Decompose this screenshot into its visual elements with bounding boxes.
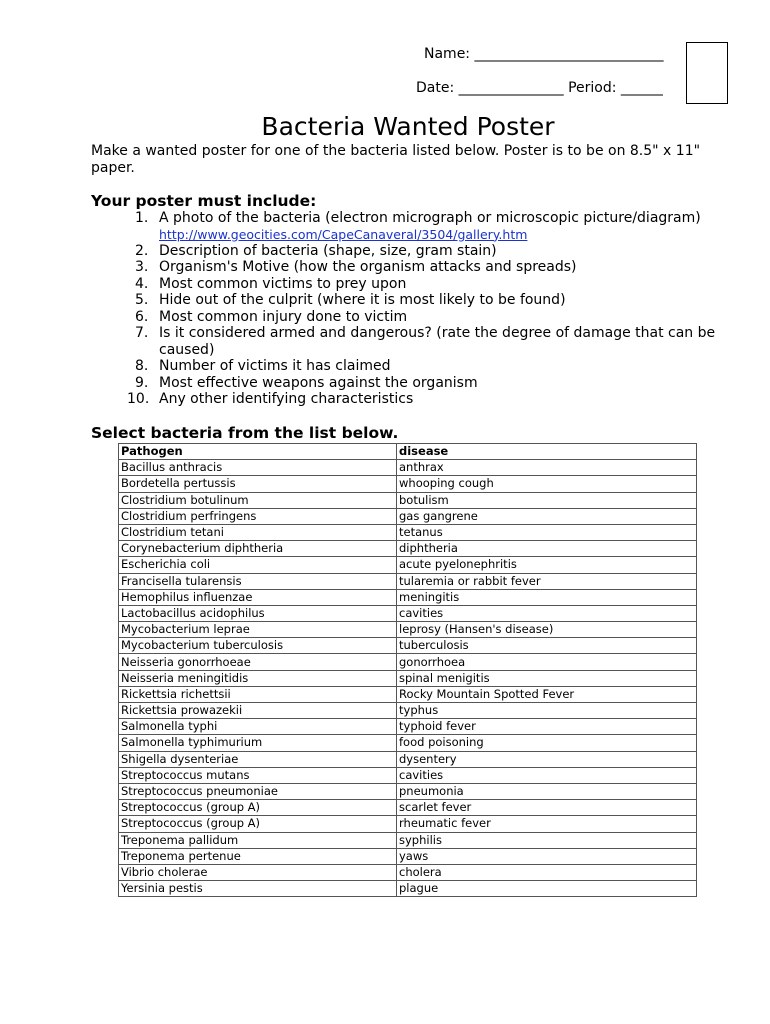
disease-cell: cholera [397, 864, 697, 880]
disease-cell: acute pyelonephritis [397, 557, 697, 573]
item-text: Organism's Motive (how the organism attacks and spreads) [159, 259, 577, 275]
disease-cell: spinal menigitis [397, 670, 697, 686]
disease-cell: Rocky Mountain Spotted Fever [397, 686, 697, 702]
list-item [91, 375, 731, 392]
requirements-list [91, 210, 731, 408]
table-row [119, 492, 697, 508]
pathogen-cell: Streptococcus mutans [119, 767, 397, 783]
list-heading: Select bacteria from the list below. [91, 424, 399, 442]
pathogen-cell: Streptococcus (group A) [119, 800, 397, 816]
pathogen-cell: Neisseria meningitidis [119, 670, 397, 686]
item-text: Number of victims it has claimed [159, 358, 391, 374]
disease-cell: anthrax [397, 460, 697, 476]
item-number: 4. [135, 275, 149, 292]
table-row [119, 735, 697, 751]
table-row [119, 783, 697, 799]
table-row [119, 848, 697, 864]
table-row [119, 589, 697, 605]
corner-box [686, 42, 728, 104]
table-row [119, 767, 697, 783]
item-number: 5. [135, 292, 149, 308]
pathogen-cell: Mycobacterium tuberculosis [119, 638, 397, 654]
disease-cell: cavities [397, 605, 697, 621]
disease-cell: rheumatic fever [397, 816, 697, 832]
table-row [119, 476, 697, 492]
pathogen-cell: Yersinia pestis [119, 881, 397, 897]
disease-cell: plague [397, 881, 697, 897]
table-row [119, 719, 697, 735]
pathogen-cell: Bordetella pertussis [119, 476, 397, 492]
gallery-link[interactable]: http://www.geocities.com/CapeCanaveral/3504/gallery.htm [159, 226, 528, 242]
pathogen-cell: Vibrio cholerae [119, 864, 397, 880]
table-row [119, 670, 697, 686]
pathogen-cell: Streptococcus (group A) [119, 816, 397, 832]
item-number: 9. [135, 374, 149, 391]
item-text: Most common victims to prey upon [159, 275, 407, 292]
disease-cell: syphilis [397, 832, 697, 848]
table-row [119, 832, 697, 848]
disease-cell: meningitis [397, 589, 697, 605]
item-number: 10. [127, 391, 150, 407]
table-row [119, 703, 697, 719]
intro-text: Make a wanted poster for one of the bacteria listed below. Poster is to be on 8.5" x 11" paper. [91, 143, 701, 176]
table-row [119, 524, 697, 540]
pathogen-cell: Escherichia coli [119, 557, 397, 573]
pathogen-cell: Rickettsia richettsii [119, 686, 397, 702]
pathogen-cell: Treponema pallidum [119, 832, 397, 848]
pathogen-cell: Salmonella typhi [119, 719, 397, 735]
list-item [91, 210, 731, 243]
pathogen-cell: Streptococcus pneumoniae [119, 783, 397, 799]
pathogen-cell: Rickettsia prowazekii [119, 703, 397, 719]
column-header-disease: disease [397, 444, 697, 460]
list-item [91, 259, 731, 276]
item-text: Any other identifying characteristics [159, 391, 414, 407]
table-row [119, 751, 697, 767]
list-item [91, 276, 731, 293]
disease-cell: diphtheria [397, 541, 697, 557]
pathogen-table [118, 443, 697, 897]
disease-cell: typhus [397, 703, 697, 719]
disease-cell: whooping cough [397, 476, 697, 492]
pathogen-cell: Lactobacillus acidophilus [119, 605, 397, 621]
list-item [91, 292, 731, 309]
pathogen-cell: Clostridium tetani [119, 524, 397, 540]
item-number: 8. [135, 358, 149, 374]
item-number: 3. [135, 259, 149, 275]
table-row [119, 508, 697, 524]
table-row [119, 638, 697, 654]
item-number: 7. [135, 325, 149, 341]
table-row [119, 541, 697, 557]
pathogen-cell: Bacillus anthracis [119, 460, 397, 476]
disease-cell: pneumonia [397, 783, 697, 799]
disease-cell: dysentery [397, 751, 697, 767]
disease-cell: cavities [397, 767, 697, 783]
pathogen-cell: Treponema pertenue [119, 848, 397, 864]
pathogen-cell: Mycobacterium leprae [119, 622, 397, 638]
table-row [119, 864, 697, 880]
item-text: Is it considered armed and dangerous? (rate the degree of damage that can be caused) [159, 325, 716, 358]
disease-cell: typhoid fever [397, 719, 697, 735]
pathogen-cell: Clostridium botulinum [119, 492, 397, 508]
pathogen-cell: Shigella dysenteriae [119, 751, 397, 767]
name-field[interactable]: Name: ___________________________ [424, 46, 664, 62]
table-row [119, 881, 697, 897]
table-row [119, 573, 697, 589]
disease-cell: tularemia or rabbit fever [397, 573, 697, 589]
disease-cell: yaws [397, 848, 697, 864]
item-text: Most common injury done to victim [159, 308, 408, 325]
table-row [119, 686, 697, 702]
table-header-row [119, 444, 697, 460]
pathogen-cell: Salmonella typhimurium [119, 735, 397, 751]
item-text: Most effective weapons against the organism [159, 374, 478, 391]
item-number: 6. [135, 308, 149, 325]
column-header-pathogen: Pathogen [119, 444, 397, 460]
pathogen-cell: Hemophilus influenzae [119, 589, 397, 605]
table-row [119, 816, 697, 832]
disease-cell: gonorrhoea [397, 654, 697, 670]
pathogen-cell: Neisseria gonorrhoeae [119, 654, 397, 670]
item-text: Hide out of the culprit (where it is most likely to be found) [159, 292, 566, 308]
table-row [119, 654, 697, 670]
table-row [119, 800, 697, 816]
pathogen-cell: Corynebacterium diphtheria [119, 541, 397, 557]
list-item [91, 358, 731, 375]
list-item [91, 391, 731, 408]
item-text: Description of bacteria (shape, size, gram stain) [159, 242, 497, 259]
date-period-field[interactable]: Date: _______________ Period: ______ [416, 80, 663, 96]
page-title: Bacteria Wanted Poster [261, 112, 555, 141]
item-number: 1. [135, 210, 149, 226]
table-body [119, 460, 697, 897]
disease-cell: gas gangrene [397, 508, 697, 524]
list-item [91, 309, 731, 326]
pathogen-cell: Francisella tularensis [119, 573, 397, 589]
disease-cell: botulism [397, 492, 697, 508]
disease-cell: scarlet fever [397, 800, 697, 816]
list-item [91, 325, 731, 358]
item-text: A photo of the bacteria (electron micrograph or microscopic picture/diagram) [159, 210, 701, 226]
disease-cell: tuberculosis [397, 638, 697, 654]
disease-cell: food poisoning [397, 735, 697, 751]
table-row [119, 557, 697, 573]
table-row [119, 622, 697, 638]
pathogen-cell: Clostridium perfringens [119, 508, 397, 524]
requirements-heading: Your poster must include: [91, 192, 317, 210]
item-number: 2. [135, 242, 149, 259]
table-row [119, 605, 697, 621]
list-item [91, 243, 731, 260]
disease-cell: leprosy (Hansen's disease) [397, 622, 697, 638]
disease-cell: tetanus [397, 524, 697, 540]
table-row [119, 460, 697, 476]
